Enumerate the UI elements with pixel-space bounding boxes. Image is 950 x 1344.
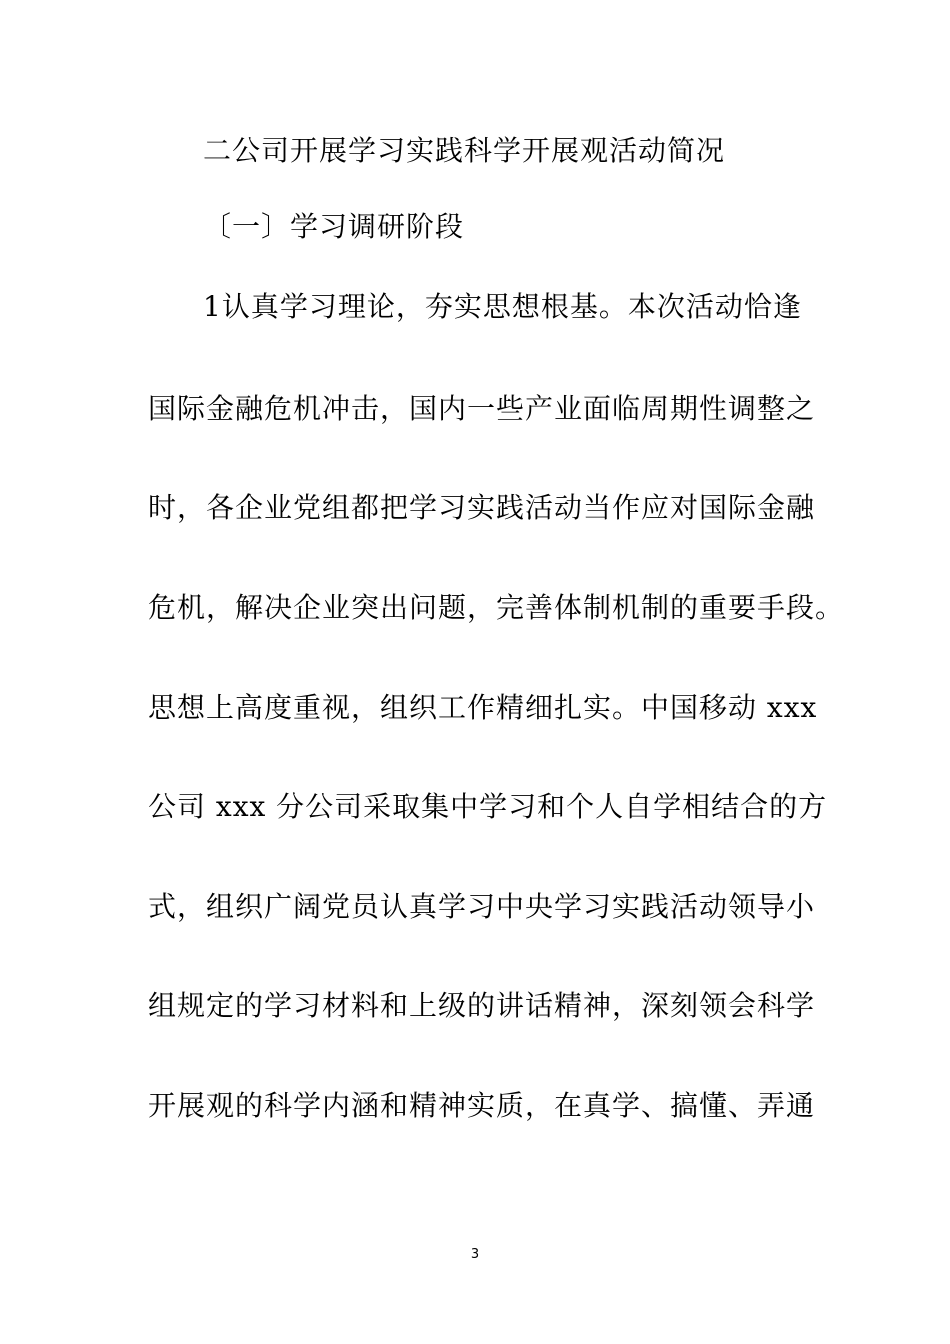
body-line: 时，各企业党组都把学习实践活动当作应对国际金融 bbox=[148, 491, 816, 524]
document-title: 二公司开展学习实践科学开展观活动简况 bbox=[203, 134, 726, 167]
page-number: 3 bbox=[470, 1247, 480, 1262]
body-line: 思想上高度重视，组织工作精细扎实。中国移动 xxx bbox=[148, 691, 818, 724]
body-line: 开展观的科学内涵和精神实质，在真学、搞懂、弄通 bbox=[148, 1089, 816, 1122]
body-line: 国际金融危机冲击，国内一些产业面临周期性调整之 bbox=[148, 392, 816, 425]
section-heading: 〔一〕学习调研阶段 bbox=[203, 210, 465, 243]
body-line: 式，组织广阔党员认真学习中央学习实践活动领导小 bbox=[148, 890, 816, 923]
body-line: 1认真学习理论，夯实思想根基。本次活动恰逢 bbox=[203, 290, 802, 323]
body-line: 危机，解决企业突出问题，完善体制机制的重要手段。 bbox=[148, 591, 845, 624]
body-line: 公司 xxx 分公司采取集中学习和个人自学相结合的方 bbox=[148, 790, 828, 823]
body-line: 组规定的学习材料和上级的讲话精神，深刻领会科学 bbox=[148, 989, 816, 1022]
